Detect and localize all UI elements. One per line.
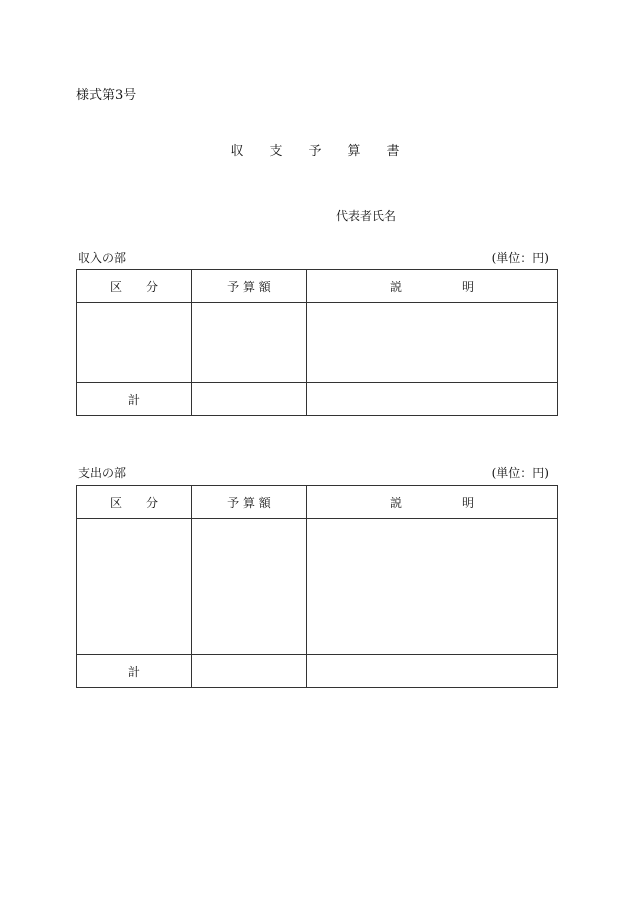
expense-header-description: 説 明 <box>307 486 558 519</box>
income-header-description: 説 明 <box>307 270 558 303</box>
expense-header-amount: 予 算 額 <box>192 486 307 519</box>
income-header-row <box>77 270 558 303</box>
income-total-description-cell[interactable] <box>307 383 558 416</box>
income-header-amount: 予 算 額 <box>192 270 307 303</box>
income-total-label: 計 <box>77 383 192 416</box>
income-category-cell[interactable] <box>77 303 192 383</box>
expense-body-row <box>77 519 558 655</box>
form-number: 様式第3号 <box>76 88 137 103</box>
representative-name-label: 代表者氏名 <box>336 209 397 223</box>
income-table <box>76 269 558 416</box>
income-description-cell[interactable] <box>307 303 558 383</box>
income-unit-label: (単位：円) <box>491 251 549 265</box>
expense-header-row <box>77 486 558 519</box>
expense-description-cell[interactable] <box>307 519 558 655</box>
expense-total-row <box>77 655 558 688</box>
expense-section-label: 支出の部 <box>78 466 127 480</box>
income-total-amount-cell[interactable] <box>192 383 307 416</box>
expense-total-description-cell[interactable] <box>307 655 558 688</box>
income-header-category: 区 分 <box>77 270 192 303</box>
document-title: 収 支 予 算 書 <box>230 144 400 159</box>
expense-total-amount-cell[interactable] <box>192 655 307 688</box>
expense-amount-cell[interactable] <box>192 519 307 655</box>
expense-unit-label: (単位：円) <box>491 466 549 480</box>
expense-header-category: 区 分 <box>77 486 192 519</box>
expense-table <box>76 485 558 688</box>
expense-category-cell[interactable] <box>77 519 192 655</box>
expense-total-label: 計 <box>77 655 192 688</box>
income-total-row <box>77 383 558 416</box>
income-section-label: 収入の部 <box>78 251 127 265</box>
income-body-row <box>77 303 558 383</box>
income-amount-cell[interactable] <box>192 303 307 383</box>
